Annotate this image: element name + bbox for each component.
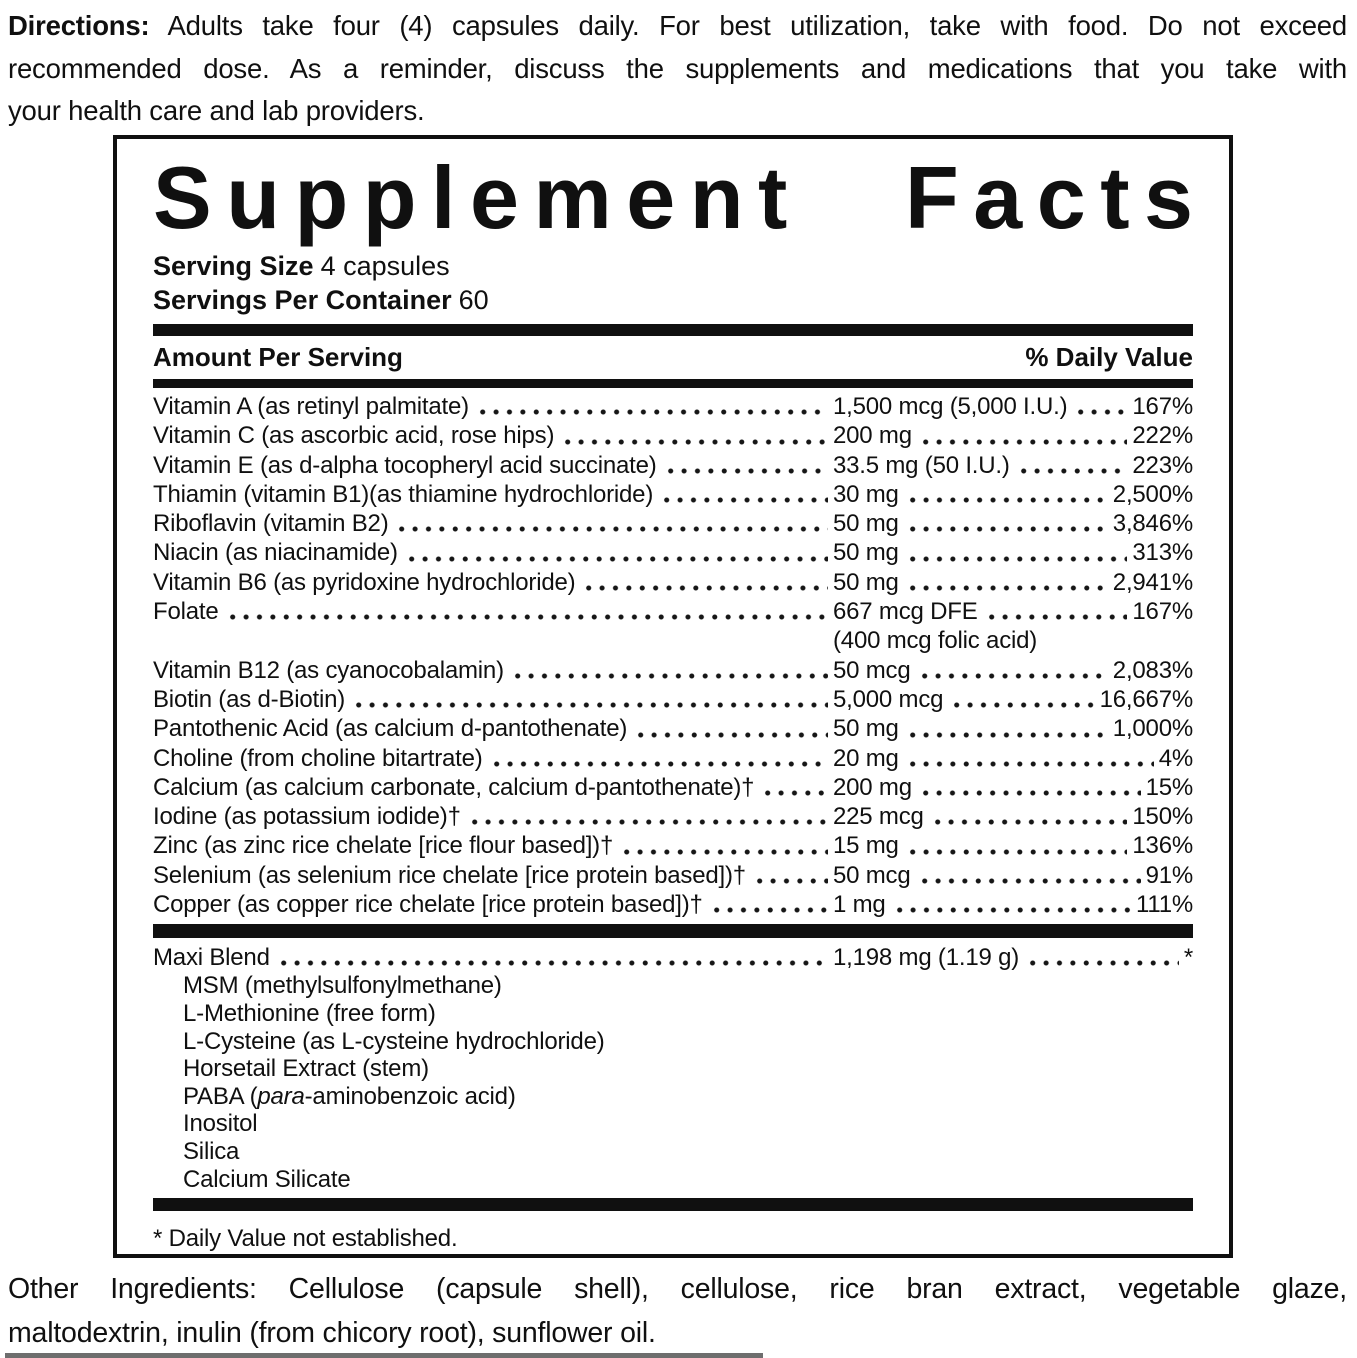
blend-component: Calcium Silicate bbox=[183, 1165, 351, 1193]
nutrient-name: Vitamin C (as ascorbic acid, rose hips) bbox=[153, 422, 555, 450]
dot-leader bbox=[511, 656, 828, 685]
paba-italic: para bbox=[257, 1082, 305, 1110]
dot-leader bbox=[634, 714, 828, 743]
cut-off-text-strip bbox=[5, 1353, 763, 1358]
table-row bbox=[153, 480, 1193, 509]
dot-leader bbox=[931, 802, 1128, 831]
nutrient-name: Zinc (as zinc rice chelate [rice flour based])† bbox=[153, 832, 614, 860]
nutrient-dv: 3,846% bbox=[1112, 510, 1193, 538]
folate-note: (400 mcg folic acid) bbox=[833, 627, 1038, 655]
other-ingredients-line-1: Other Ingredients: Cellulose (capsule shell), cellulose, rice bran extract, vegetable glaze, bbox=[8, 1273, 1347, 1305]
nutrient-dv: 91% bbox=[1145, 861, 1193, 889]
panel-title-word-1: Supplement bbox=[153, 148, 802, 247]
nutrient-table bbox=[153, 388, 1193, 921]
dot-leader bbox=[476, 392, 828, 421]
divider-bar-header bbox=[153, 379, 1193, 388]
dot-leader bbox=[761, 773, 828, 802]
nutrient-amount: 50 mg bbox=[833, 715, 899, 743]
divider-bar-blend bbox=[153, 924, 1193, 938]
directions-line-1-text: Adults take four (4) capsules daily. For best utilization, take with food. Do not exceed bbox=[167, 10, 1347, 41]
nutrient-name: Calcium (as calcium carbonate, calcium d-pantothenate)† bbox=[153, 773, 755, 801]
dot-leader bbox=[664, 451, 828, 480]
nutrient-dv: 2,500% bbox=[1112, 480, 1193, 508]
nutrient-dv: 2,083% bbox=[1112, 656, 1193, 684]
serving-size-label: Serving Size bbox=[153, 251, 314, 281]
dot-leader bbox=[468, 802, 828, 831]
dot-leader bbox=[906, 538, 1128, 567]
nutrient-name: Selenium (as selenium rice chelate [rice protein based])† bbox=[153, 861, 746, 889]
nutrient-dv: 223% bbox=[1132, 451, 1193, 479]
nutrient-dv: 136% bbox=[1132, 832, 1193, 860]
other-ingredients-line-2: maltodextrin, inulin (from chicory root), sunflower oil. bbox=[8, 1317, 656, 1349]
panel-title-word-2: Facts bbox=[905, 148, 1208, 247]
directions-line-2: recommended dose. As a reminder, discuss the supplements and medications that you take with bbox=[8, 52, 1347, 84]
directions-line-1 bbox=[8, 5, 1347, 48]
dot-leader bbox=[226, 597, 828, 626]
nutrient-name: Vitamin A (as retinyl palmitate) bbox=[153, 393, 469, 420]
table-row bbox=[153, 861, 1193, 890]
panel-title bbox=[153, 148, 1208, 247]
serving-size-line bbox=[153, 249, 1193, 283]
table-row bbox=[153, 451, 1193, 480]
servings-per-container-line bbox=[153, 283, 1193, 317]
blend-amount: 1,198 mg (1.19 g) bbox=[833, 944, 1020, 972]
directions-label: Directions: bbox=[8, 10, 150, 41]
nutrient-amount: 5,000 mcg bbox=[833, 685, 944, 713]
nutrient-amount: 50 mg bbox=[833, 539, 899, 567]
dot-leader bbox=[919, 773, 1141, 802]
nutrient-amount: 30 mg bbox=[833, 480, 899, 508]
nutrient-dv: 15% bbox=[1145, 773, 1193, 801]
nutrient-dv: 111% bbox=[1135, 891, 1193, 919]
nutrient-dv: 167% bbox=[1132, 598, 1193, 626]
dot-leader bbox=[918, 656, 1108, 685]
proprietary-blend-section bbox=[153, 943, 1193, 1193]
dot-leader bbox=[405, 538, 828, 567]
table-row bbox=[153, 831, 1193, 860]
nutrient-name: Pantothenic Acid (as calcium d-pantothenate) bbox=[153, 715, 628, 743]
table-row bbox=[153, 656, 1193, 685]
nutrient-name: Riboflavin (vitamin B2) bbox=[153, 510, 389, 538]
nutrient-amount: 667 mcg DFE bbox=[833, 598, 978, 626]
nutrient-dv: 222% bbox=[1132, 422, 1193, 450]
nutrient-name: Copper (as copper rice chelate [rice protein based])† bbox=[153, 891, 703, 919]
dot-leader bbox=[985, 597, 1128, 626]
blend-component: L-Methionine (free form) bbox=[183, 999, 436, 1027]
nutrient-amount: 33.5 mg (50 I.U.) bbox=[833, 451, 1010, 479]
nutrient-dv: 167% bbox=[1132, 393, 1193, 420]
dot-leader bbox=[1074, 392, 1127, 421]
blend-name: Maxi Blend bbox=[153, 944, 270, 972]
blend-component: MSM (methylsulfonylmethane) bbox=[183, 972, 502, 1000]
divider-bar-bottom bbox=[153, 1198, 1193, 1211]
dot-leader bbox=[1026, 943, 1179, 972]
table-header-row bbox=[153, 336, 1193, 379]
nutrient-dv: 1,000% bbox=[1112, 715, 1193, 743]
dot-leader bbox=[919, 421, 1128, 450]
dot-leader bbox=[906, 831, 1128, 860]
table-row bbox=[153, 568, 1193, 597]
nutrient-amount: 15 mg bbox=[833, 832, 899, 860]
dot-leader bbox=[352, 685, 828, 714]
nutrient-name: Folate bbox=[153, 598, 219, 626]
paba-suffix: -aminobenzoic acid) bbox=[304, 1082, 516, 1110]
dot-leader bbox=[906, 509, 1108, 538]
nutrient-amount: 200 mg bbox=[833, 773, 912, 801]
directions-paragraph bbox=[8, 5, 1347, 133]
dot-leader bbox=[893, 890, 1131, 919]
nutrient-dv: 313% bbox=[1132, 539, 1193, 567]
nutrient-name: Vitamin B12 (as cyanocobalamin) bbox=[153, 656, 504, 684]
nutrient-amount: 50 mcg bbox=[833, 861, 911, 889]
nutrient-amount: 1 mg bbox=[833, 891, 886, 919]
nutrient-dv: 16,667% bbox=[1099, 685, 1193, 713]
table-row bbox=[153, 421, 1193, 450]
dot-leader bbox=[906, 714, 1108, 743]
nutrient-dv: 4% bbox=[1158, 744, 1193, 772]
serving-info bbox=[153, 249, 1193, 317]
supplement-facts-panel bbox=[113, 135, 1233, 1258]
table-row bbox=[153, 685, 1193, 714]
dot-leader bbox=[906, 744, 1154, 773]
nutrient-dv: 150% bbox=[1132, 803, 1193, 831]
dot-leader bbox=[582, 568, 828, 597]
dot-leader bbox=[906, 480, 1108, 509]
dot-leader bbox=[918, 861, 1141, 890]
blend-dv-asterisk: * bbox=[1183, 944, 1193, 972]
nutrient-name: Thiamin (vitamin B1)(as thiamine hydrochloride) bbox=[153, 480, 654, 508]
percent-daily-value-header: % Daily Value bbox=[1025, 342, 1193, 372]
nutrient-amount: 200 mg bbox=[833, 422, 912, 450]
nutrient-name: Vitamin E (as d-alpha tocopheryl acid succinate) bbox=[153, 451, 657, 479]
serving-size-value: 4 capsules bbox=[320, 251, 450, 281]
nutrient-amount: 20 mg bbox=[833, 744, 899, 772]
dot-leader bbox=[906, 568, 1108, 597]
table-row bbox=[153, 509, 1193, 538]
table-row bbox=[153, 773, 1193, 802]
dot-leader bbox=[561, 421, 828, 450]
directions-line-3: your health care and lab providers. bbox=[8, 95, 425, 126]
blend-component: L-Cysteine (as L-cysteine hydrochloride) bbox=[183, 1027, 605, 1055]
servings-per-container-value: 60 bbox=[458, 285, 489, 315]
dot-leader bbox=[950, 685, 1094, 714]
nutrient-amount: 50 mg bbox=[833, 510, 899, 538]
blend-component: Inositol bbox=[183, 1110, 258, 1138]
amount-per-serving-header: Amount Per Serving bbox=[153, 342, 403, 372]
table-row bbox=[153, 392, 1193, 421]
nutrient-name: Vitamin B6 (as pyridoxine hydrochloride) bbox=[153, 568, 576, 596]
nutrient-name: Choline (from choline bitartrate) bbox=[153, 744, 483, 772]
dot-leader bbox=[710, 890, 828, 919]
nutrient-amount: 1,500 mcg (5,000 I.U.) bbox=[833, 393, 1068, 420]
table-row-continuation bbox=[153, 626, 1193, 655]
dot-leader bbox=[753, 861, 828, 890]
blend-component: Horsetail Extract (stem) bbox=[183, 1055, 429, 1083]
table-row bbox=[153, 890, 1193, 919]
dot-leader bbox=[1017, 451, 1128, 480]
dot-leader bbox=[395, 509, 828, 538]
divider-bar-thick-top bbox=[153, 324, 1193, 336]
daily-value-footnote: * Daily Value not established. bbox=[153, 1225, 458, 1253]
nutrient-name: Niacin (as niacinamide) bbox=[153, 539, 398, 567]
nutrient-amount: 50 mcg bbox=[833, 656, 911, 684]
servings-per-container-label: Servings Per Container bbox=[153, 285, 452, 315]
dot-leader bbox=[620, 831, 828, 860]
nutrient-name: Biotin (as d-Biotin) bbox=[153, 685, 346, 713]
table-row bbox=[153, 802, 1193, 831]
blend-row bbox=[153, 943, 1193, 972]
nutrient-dv: 2,941% bbox=[1112, 568, 1193, 596]
blend-components-list bbox=[153, 972, 1193, 1193]
dot-leader bbox=[277, 943, 828, 972]
blend-component-paba bbox=[153, 1083, 1193, 1111]
table-row bbox=[153, 744, 1193, 773]
paba-prefix: PABA ( bbox=[183, 1082, 258, 1110]
nutrient-amount: 50 mg bbox=[833, 568, 899, 596]
blend-component: Silica bbox=[183, 1137, 240, 1165]
dot-leader bbox=[490, 744, 828, 773]
table-row bbox=[153, 597, 1193, 626]
table-row bbox=[153, 538, 1193, 567]
nutrient-name: Iodine (as potassium iodide)† bbox=[153, 803, 461, 831]
dot-leader bbox=[660, 480, 828, 509]
nutrient-amount: 225 mcg bbox=[833, 803, 924, 831]
table-row bbox=[153, 714, 1193, 743]
other-ingredients-paragraph bbox=[8, 1267, 1347, 1355]
